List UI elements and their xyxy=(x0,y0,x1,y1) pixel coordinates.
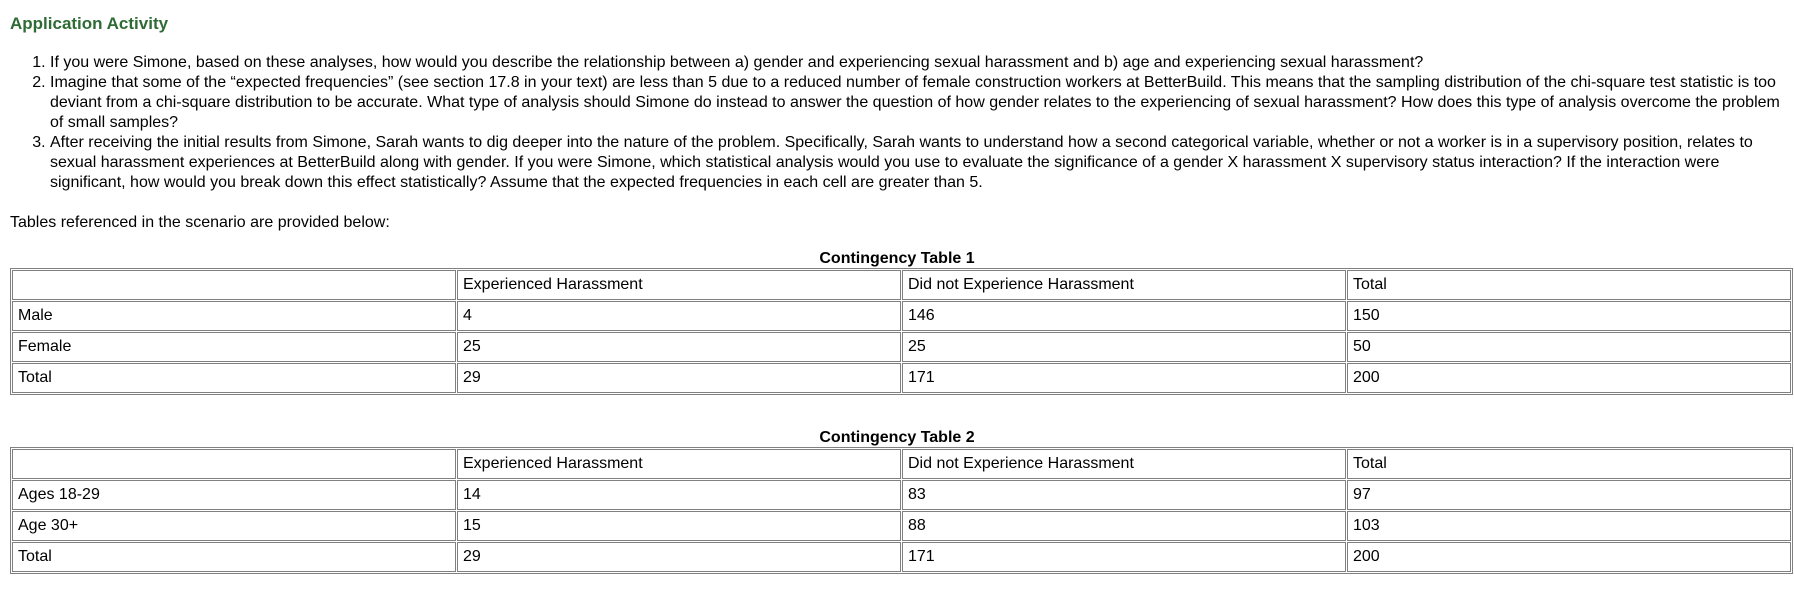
question-item: 1. If you were Simone, based on these analyses, how would you describe the relationship between a) gender and experiencing sexual harassment and b) age and experiencing sexual harassment? xyxy=(50,53,1784,73)
table-cell: 171 xyxy=(902,542,1346,572)
contingency-table-2 xyxy=(10,447,1793,574)
table-cell: 97 xyxy=(1347,480,1791,510)
table-cell: 88 xyxy=(902,511,1346,541)
tables-intro-text: Tables referenced in the scenario are provided below: xyxy=(10,214,390,231)
table-cell: 4 xyxy=(457,301,901,331)
row-label-cell: Female xyxy=(12,332,456,362)
row-label-cell: Male xyxy=(12,301,456,331)
contingency-table-1-block xyxy=(10,250,1784,395)
table-row xyxy=(12,511,1791,541)
table-cell: 29 xyxy=(457,542,901,572)
question-item: 3. After receiving the initial results from Simone, Sarah wants to dig deeper into the nature of the problem. Specifically, Sarah wants to understand how a second categorical variable, whether or not a worker is in a supervisory position, relates to sexual harassment experiences at BetterBuild along with gender. If you were Simone, which statistical analysis would you use to evaluate the significance of a gender X harassment X supervisory status interaction? If the interaction were significant, how would you break down this effect statistically? Assume that the expected frequencies in each cell are greater than 5. xyxy=(50,133,1784,193)
table-row xyxy=(12,363,1791,393)
question-list xyxy=(10,53,1784,193)
table-row xyxy=(12,301,1791,331)
table-header-row xyxy=(12,270,1791,300)
header-cell: Did not Experience Harassment xyxy=(902,449,1346,479)
table-row xyxy=(12,480,1791,510)
header-cell xyxy=(12,270,456,300)
header-cell: Total xyxy=(1347,449,1791,479)
table-cell: 14 xyxy=(457,480,901,510)
table-cell: 146 xyxy=(902,301,1346,331)
header-cell: Did not Experience Harassment xyxy=(902,270,1346,300)
table-cell: 50 xyxy=(1347,332,1791,362)
table-row xyxy=(12,332,1791,362)
row-label-cell: Total xyxy=(12,363,456,393)
contingency-table-2-block xyxy=(10,429,1784,574)
table-cell: 200 xyxy=(1347,542,1791,572)
table-cell: 15 xyxy=(457,511,901,541)
table-cell: 25 xyxy=(902,332,1346,362)
header-cell xyxy=(12,449,456,479)
row-label-cell: Total xyxy=(12,542,456,572)
contingency-table-1 xyxy=(10,268,1793,395)
row-label-cell: Ages 18-29 xyxy=(12,480,456,510)
table-caption: Contingency Table 2 xyxy=(819,429,975,446)
section-title: Application Activity xyxy=(10,14,169,33)
table-cell: 150 xyxy=(1347,301,1791,331)
header-cell: Experienced Harassment xyxy=(457,270,901,300)
question-item: 2. Imagine that some of the “expected frequencies” (see section 17.8 in your text) are less than 5 due to a reduced number of female construction workers at BetterBuild. This means that the sampling distribution of the chi-square test statistic is too deviant from a chi-square distribution to be accurate. What type of analysis should Simone do instead to answer the question of how gender relates to the experiencing of sexual harassment? How does this type of analysis overcome the problem of small samples? xyxy=(50,73,1784,133)
table-cell: 83 xyxy=(902,480,1346,510)
header-cell: Total xyxy=(1347,270,1791,300)
table-cell: 103 xyxy=(1347,511,1791,541)
table-cell: 29 xyxy=(457,363,901,393)
table-header-row xyxy=(12,449,1791,479)
header-cell: Experienced Harassment xyxy=(457,449,901,479)
table-cell: 171 xyxy=(902,363,1346,393)
table-cell: 25 xyxy=(457,332,901,362)
table-row xyxy=(12,542,1791,572)
table-cell: 200 xyxy=(1347,363,1791,393)
table-caption: Contingency Table 1 xyxy=(819,250,975,267)
page-content xyxy=(10,13,1784,574)
row-label-cell: Age 30+ xyxy=(12,511,456,541)
